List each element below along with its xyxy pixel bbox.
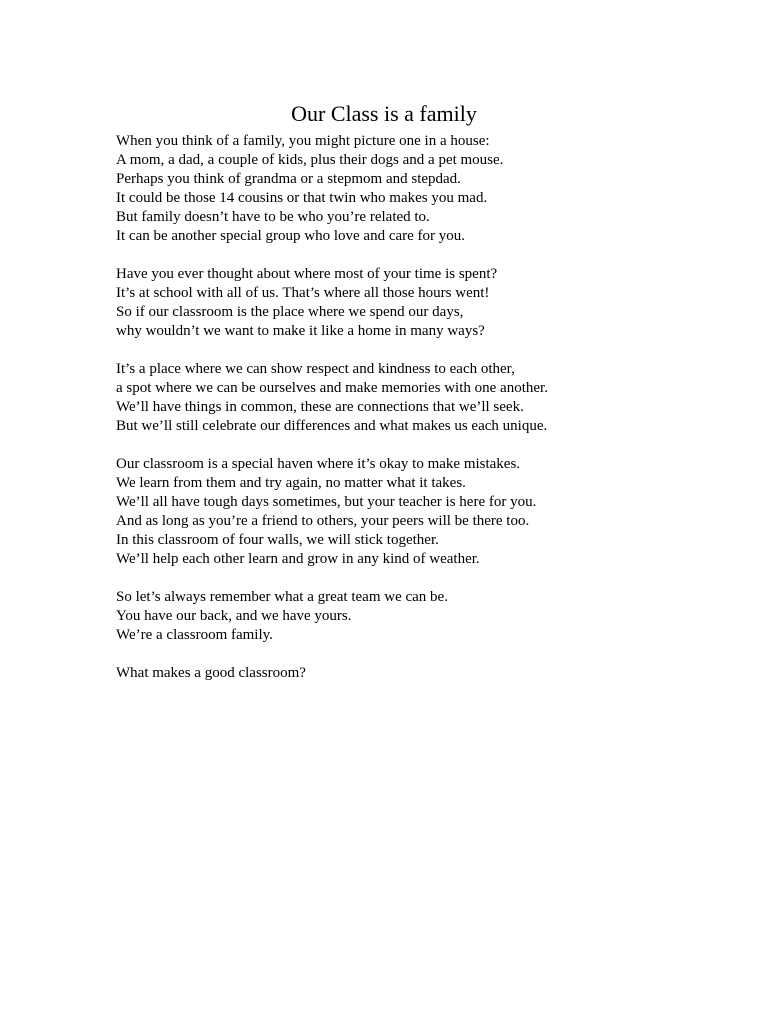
poem-line: It’s a place where we can show respect and kindness to each other, (116, 361, 515, 377)
poem-line: But we’ll still celebrate our differences and what makes us each unique. (116, 418, 548, 434)
closing-question: What makes a good classroom? (116, 665, 306, 681)
poem-line: It can be another special group who love and care for you. (116, 228, 466, 244)
poem-line: So if our classroom is the place where we spend our days, (116, 304, 464, 320)
poem-line: Our classroom is a special haven where it’s okay to make mistakes. (116, 456, 521, 472)
poem-line: why wouldn’t we want to make it like a home in many ways? (116, 323, 485, 339)
poem-line: When you think of a family, you might picture one in a house: (116, 133, 490, 149)
poem-line: In this classroom of four walls, we will stick together. (116, 532, 439, 548)
poem-line: So let’s always remember what a great team we can be. (116, 589, 448, 605)
stanza-4 (116, 455, 676, 569)
stanza-1 (116, 132, 676, 246)
stanza-5 (116, 588, 676, 645)
poem-line: A mom, a dad, a couple of kids, plus their dogs and a pet mouse. (116, 152, 504, 168)
poem-line: a spot where we can be ourselves and make memories with one another. (116, 380, 548, 396)
poem-line: It’s at school with all of us. That’s where all those hours went! (116, 285, 490, 301)
stanza-3 (116, 360, 676, 436)
poem-line: We’re a classroom family. (116, 627, 273, 643)
poem-line: Perhaps you think of grandma or a stepmom and stepdad. (116, 171, 461, 187)
poem-line: We learn from them and try again, no matter what it takes. (116, 475, 466, 491)
poem-line: Have you ever thought about where most of your time is spent? (116, 266, 498, 282)
poem-line: We’ll help each other learn and grow in any kind of weather. (116, 551, 480, 567)
poem-line: We’ll all have tough days sometimes, but your teacher is here for you. (116, 494, 537, 510)
poem-line: But family doesn’t have to be who you’re related to. (116, 209, 430, 225)
stanza-2 (116, 265, 676, 341)
poem-line: And as long as you’re a friend to others, your peers will be there too. (116, 513, 530, 529)
page-title: Our Class is a family (291, 101, 477, 126)
poem-body (116, 132, 676, 683)
poem-line: You have our back, and we have yours. (116, 608, 352, 624)
poem-line: We’ll have things in common, these are connections that we’ll seek. (116, 399, 524, 415)
poem-line: It could be those 14 cousins or that twin who makes you mad. (116, 190, 488, 206)
